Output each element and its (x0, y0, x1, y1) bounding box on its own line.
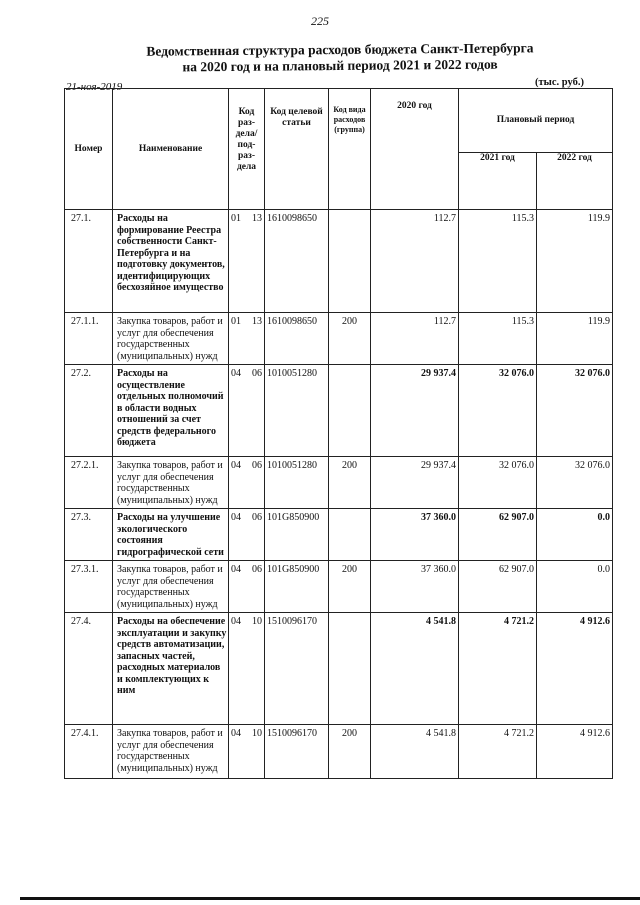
row-value-2021: 115.3 (459, 313, 537, 365)
row-expense-type (329, 365, 371, 457)
row-value-2021: 4 721.2 (459, 725, 537, 779)
document-date: 21-ноя-2019 (66, 81, 123, 93)
row-value-2021: 4 721.2 (459, 613, 537, 725)
row-value-2022: 119.9 (537, 210, 613, 313)
row-expense-type: 200 (329, 457, 371, 509)
header-number: Номер (65, 89, 113, 210)
table-row (65, 210, 613, 313)
row-subsection: 06 (243, 365, 265, 457)
table-row (65, 457, 613, 509)
row-number: 27.3. (65, 509, 113, 561)
row-target: 1510096170 (265, 613, 329, 725)
title-line-2: на 2020 год и на плановый период 2021 и 2022 годов (182, 56, 498, 75)
row-subsection: 10 (243, 613, 265, 725)
table-row (65, 725, 613, 779)
row-value-2020: 4 541.8 (371, 725, 459, 779)
row-value-2021: 32 076.0 (459, 457, 537, 509)
table-row (65, 613, 613, 725)
row-subsection: 13 (243, 313, 265, 365)
row-name: Расходы на обеспечение эксплуатации и закупку средств автоматизации, запасных частей, расходных материалов и комплектующих к ним (113, 613, 229, 725)
header-2021: 2021 год (459, 152, 537, 209)
budget-table (64, 88, 613, 779)
row-value-2021: 115.3 (459, 210, 537, 313)
header-expense-type: Код вида расходов (группа) (329, 89, 371, 210)
row-number: 27.3.1. (65, 561, 113, 613)
table-row (65, 561, 613, 613)
row-value-2022: 32 076.0 (537, 365, 613, 457)
row-name: Расходы на улучшение экологического состояния гидрографической сети (113, 509, 229, 561)
row-target: 101G850900 (265, 509, 329, 561)
row-target: 1010051280 (265, 457, 329, 509)
row-name: Закупка товаров, работ и услуг для обеспечения государственных (муниципальных) нужд (113, 313, 229, 365)
document-title (70, 40, 610, 77)
row-target: 1610098650 (265, 210, 329, 313)
row-subsection: 13 (243, 210, 265, 313)
row-number: 27.1.1. (65, 313, 113, 365)
row-section: 04 (229, 561, 243, 613)
row-value-2021: 62 907.0 (459, 561, 537, 613)
row-subsection: 06 (243, 509, 265, 561)
row-subsection: 06 (243, 561, 265, 613)
row-expense-type (329, 509, 371, 561)
row-target: 1510096170 (265, 725, 329, 779)
row-value-2021: 62 907.0 (459, 509, 537, 561)
footer-rule (20, 897, 640, 900)
row-number: 27.2. (65, 365, 113, 457)
row-name: Закупка товаров, работ и услуг для обеспечения государственных (муниципальных) нужд (113, 561, 229, 613)
page-number: 225 (311, 14, 329, 28)
header-2020: 2020 год (371, 89, 459, 210)
header-name: Наименование (113, 89, 229, 210)
row-value-2020: 37 360.0 (371, 561, 459, 613)
row-value-2020: 29 937.4 (371, 365, 459, 457)
row-name: Расходы на осуществление отдельных полномочий в области водных отношений за счет средств федерального бюджета (113, 365, 229, 457)
row-value-2021: 32 076.0 (459, 365, 537, 457)
row-value-2022: 0.0 (537, 561, 613, 613)
row-section: 04 (229, 365, 243, 457)
row-section: 01 (229, 210, 243, 313)
row-value-2022: 119.9 (537, 313, 613, 365)
row-number: 27.4.1. (65, 725, 113, 779)
row-expense-type (329, 613, 371, 725)
row-section: 04 (229, 725, 243, 779)
row-section: 04 (229, 613, 243, 725)
row-expense-type: 200 (329, 561, 371, 613)
table-row (65, 509, 613, 561)
row-value-2022: 32 076.0 (537, 457, 613, 509)
row-number: 27.4. (65, 613, 113, 725)
row-name: Закупка товаров, работ и услуг для обеспечения государственных (муниципальных) нужд (113, 725, 229, 779)
row-section: 04 (229, 457, 243, 509)
row-value-2020: 4 541.8 (371, 613, 459, 725)
row-value-2020: 112.7 (371, 210, 459, 313)
header-section: Код раз- дела/ под- раз- дела (229, 89, 265, 210)
row-target: 1010051280 (265, 365, 329, 457)
header-target: Код целевой статьи (265, 89, 329, 210)
row-expense-type (329, 210, 371, 313)
header-2022: 2022 год (537, 152, 613, 209)
row-number: 27.1. (65, 210, 113, 313)
title-line-1: Ведомственная структура расходов бюджета Санкт-Петербурга (146, 40, 534, 59)
row-subsection: 10 (243, 725, 265, 779)
table-row (65, 313, 613, 365)
row-expense-type: 200 (329, 313, 371, 365)
row-value-2020: 37 360.0 (371, 509, 459, 561)
row-value-2020: 29 937.4 (371, 457, 459, 509)
row-name: Расходы на формирование Реестра собственности Санкт-Петербурга и на подготовку документов, идентифицирующих бесхозяйное имущество (113, 210, 229, 313)
row-number: 27.2.1. (65, 457, 113, 509)
row-value-2022: 0.0 (537, 509, 613, 561)
row-value-2022: 4 912.6 (537, 725, 613, 779)
row-section: 04 (229, 509, 243, 561)
row-section: 01 (229, 313, 243, 365)
row-value-2020: 112.7 (371, 313, 459, 365)
row-expense-type: 200 (329, 725, 371, 779)
row-subsection: 06 (243, 457, 265, 509)
row-target: 1610098650 (265, 313, 329, 365)
row-value-2022: 4 912.6 (537, 613, 613, 725)
row-target: 101G850900 (265, 561, 329, 613)
header-planning-period: Плановый период (459, 89, 613, 153)
units-label: (тыс. руб.) (535, 77, 584, 88)
table-row (65, 365, 613, 457)
row-name: Закупка товаров, работ и услуг для обеспечения государственных (муниципальных) нужд (113, 457, 229, 509)
